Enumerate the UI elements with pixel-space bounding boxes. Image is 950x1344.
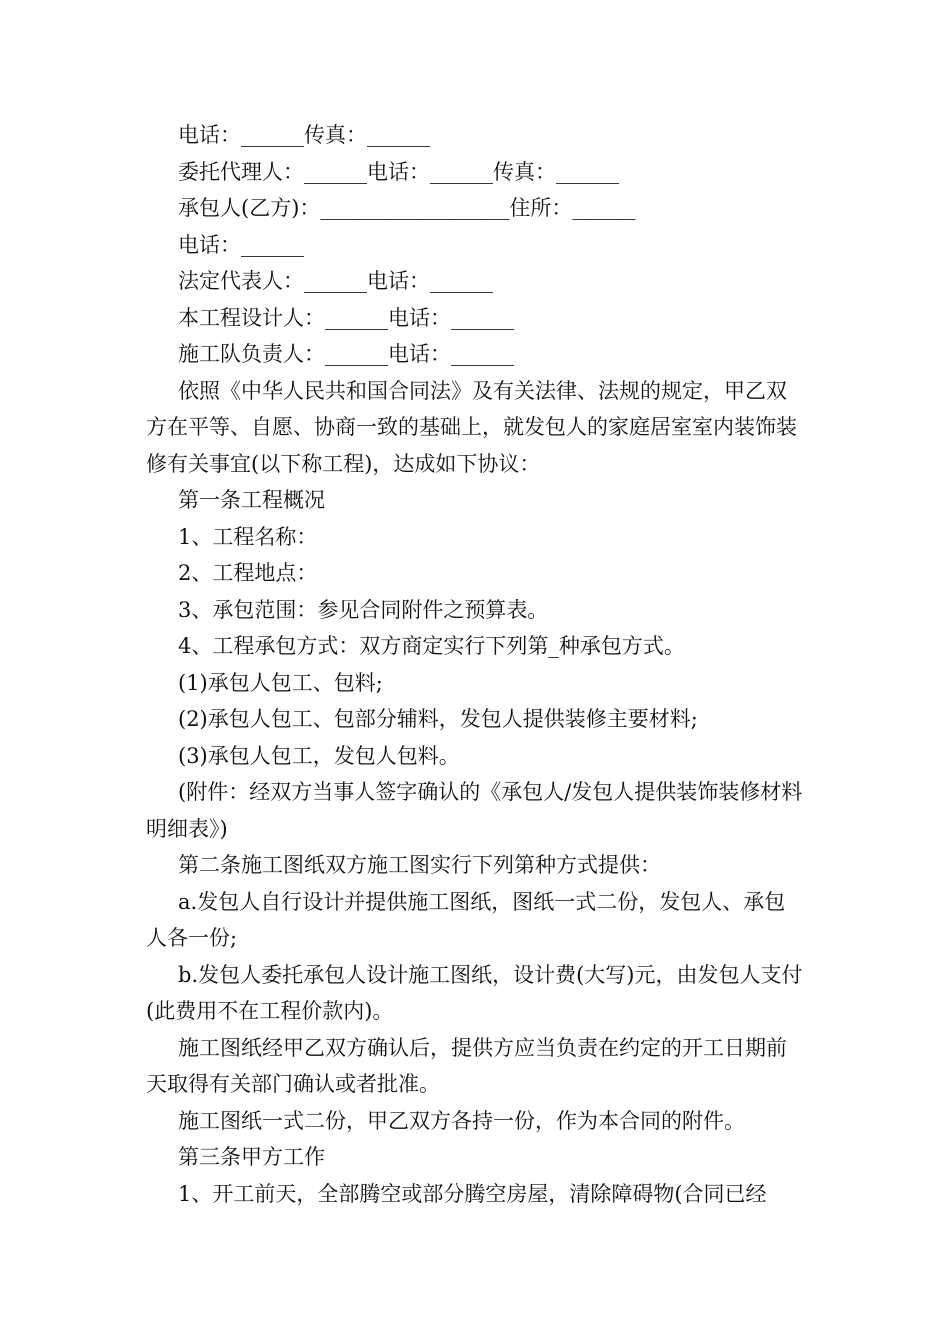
drawing-approval-paragraph: 施工图纸经甲乙双方确认后，提供方应当负责在约定的开工日期前天取得有关部门确认或者批准。: [146, 1035, 787, 1096]
article-3-heading: 第三条甲方工作: [178, 1145, 325, 1169]
method-option-2: (2)承包人包工、包部分辅料，发包人提供装修主要材料;: [178, 707, 698, 731]
legal-rep-line: 法定代表人：______电话：______: [178, 269, 493, 293]
drawing-copies-paragraph: 施工图纸一式二份，甲乙双方各持一份，作为本合同的附件。: [178, 1108, 745, 1133]
project-name-item: 1、工程名称：: [178, 524, 318, 549]
drawing-option-b: b.发包人委托承包人设计施工图纸，设计费(大写)元，由发包人支付(此费用不在工程价款内)。: [146, 962, 803, 1023]
method-option-3: (3)承包人包工，发包人包料。: [178, 743, 460, 768]
team-leader-line: 施工队负责人：______电话：______: [178, 342, 514, 366]
contractor-phone-line: 电话：______: [178, 232, 304, 257]
article-1-heading: 第一条工程概况: [178, 488, 325, 512]
drawing-option-a: a.发包人自行设计并提供施工图纸，图纸一式二份，发包人、承包人各一份;: [146, 889, 786, 950]
document-body: [146, 117, 806, 1212]
contact-phone-fax-line: 电话：______传真：______: [178, 123, 430, 147]
designer-line: 本工程设计人：______电话：______: [178, 305, 514, 330]
party-a-duty-1: 1、开工前天，全部腾空或部分腾空房屋，清除障碍物(合同已经: [178, 1181, 767, 1206]
method-option-1: (1)承包人包工、包料;: [178, 670, 383, 695]
preamble-paragraph: 依照《中华人民共和国合同法》及有关法律、法规的规定，甲乙双方在平等、自愿、协商一致的基础上，就发包人的家庭居室室内装饰装修有关事宜(以下称工程)，达成如下协议：: [146, 378, 797, 476]
scope-item: 3、承包范围：参见合同附件之预算表。: [178, 597, 549, 622]
project-location-item: 2、工程地点：: [178, 561, 318, 585]
article-2-heading: 第二条施工图纸双方施工图实行下列第种方式提供：: [178, 853, 661, 877]
contractor-line: 承包人(乙方)：__________________住所：______: [178, 196, 636, 220]
contract-method-item: 4、工程承包方式：双方商定实行下列第_种承包方式。: [178, 634, 685, 658]
agent-line: 委托代理人：______电话：______传真：______: [178, 159, 619, 184]
attachment-note: (附件：经双方当事人签字确认的《承包人/发包人提供装饰装修材料明细表》): [146, 780, 803, 841]
